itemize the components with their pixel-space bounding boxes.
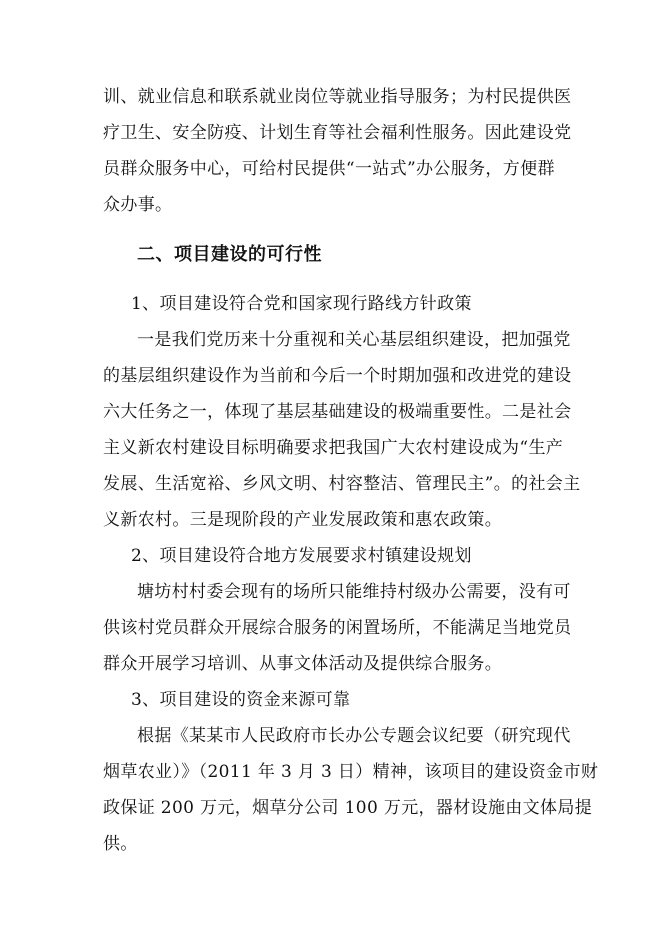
paragraph-line: 政保证 200 万元，烟草分公司 100 万元，器材设施由文体局提 [103, 798, 593, 818]
paragraph-line: 发展、生活宽裕、乡风文明、村容整洁、管理民主”。的社会主 [103, 474, 581, 494]
paragraph-line: 疗卫生、安全防疫、计划生育等社会福利性服务。因此建设党 [103, 123, 572, 143]
paragraph-line: 六大任务之一，体现了基层基础建设的极端重要性。二是社会 [103, 402, 572, 422]
paragraph-line: 一是我们党历来十分重视和关心基层组织建设，把加强党 [137, 330, 571, 350]
paragraph-line: 塘坊村村委会现有的场所只能维持村级办公需要，没有可 [137, 582, 571, 602]
subsection-title: 3、项目建设的资金来源可靠 [131, 690, 351, 710]
subsection-title: 2、项目建设符合地方发展要求村镇建设规划 [131, 546, 472, 566]
paragraph-line: 众办事。 [103, 195, 173, 215]
paragraph-line: 根据《某某市人民政府市长办公专题会议纪要（研究现代 [137, 726, 571, 746]
paragraph-line: 的基层组织建设作为当前和今后一个时期加强和改进党的建设 [103, 366, 572, 386]
paragraph-line: 供该村党员群众开展综合服务的闲置场所，不能满足当地党员 [103, 618, 572, 638]
paragraph-line: 烟草农业）》（2011 年 3 月 3 日）精神，该项目的建设资金市财 [103, 762, 599, 782]
section-heading: 二、项目建设的可行性 [137, 244, 322, 265]
paragraph-line: 供。 [103, 834, 138, 854]
paragraph-line: 义新农村。三是现阶段的产业发展政策和惠农政策。 [103, 510, 503, 530]
paragraph-line: 训、就业信息和联系就业岗位等就业指导服务；为村民提供医 [103, 87, 572, 107]
paragraph-line: 员群众服务中心，可给村民提供“一站式”办公服务，方便群 [103, 159, 555, 179]
subsection-title: 1、项目建设符合党和国家现行路线方针政策 [131, 294, 472, 314]
paragraph-line: 主义新农村建设目标明确要求把我国广大农村建设成为“生产 [103, 438, 564, 458]
paragraph-line: 群众开展学习培训、从事文体活动及提供综合服务。 [103, 654, 503, 674]
